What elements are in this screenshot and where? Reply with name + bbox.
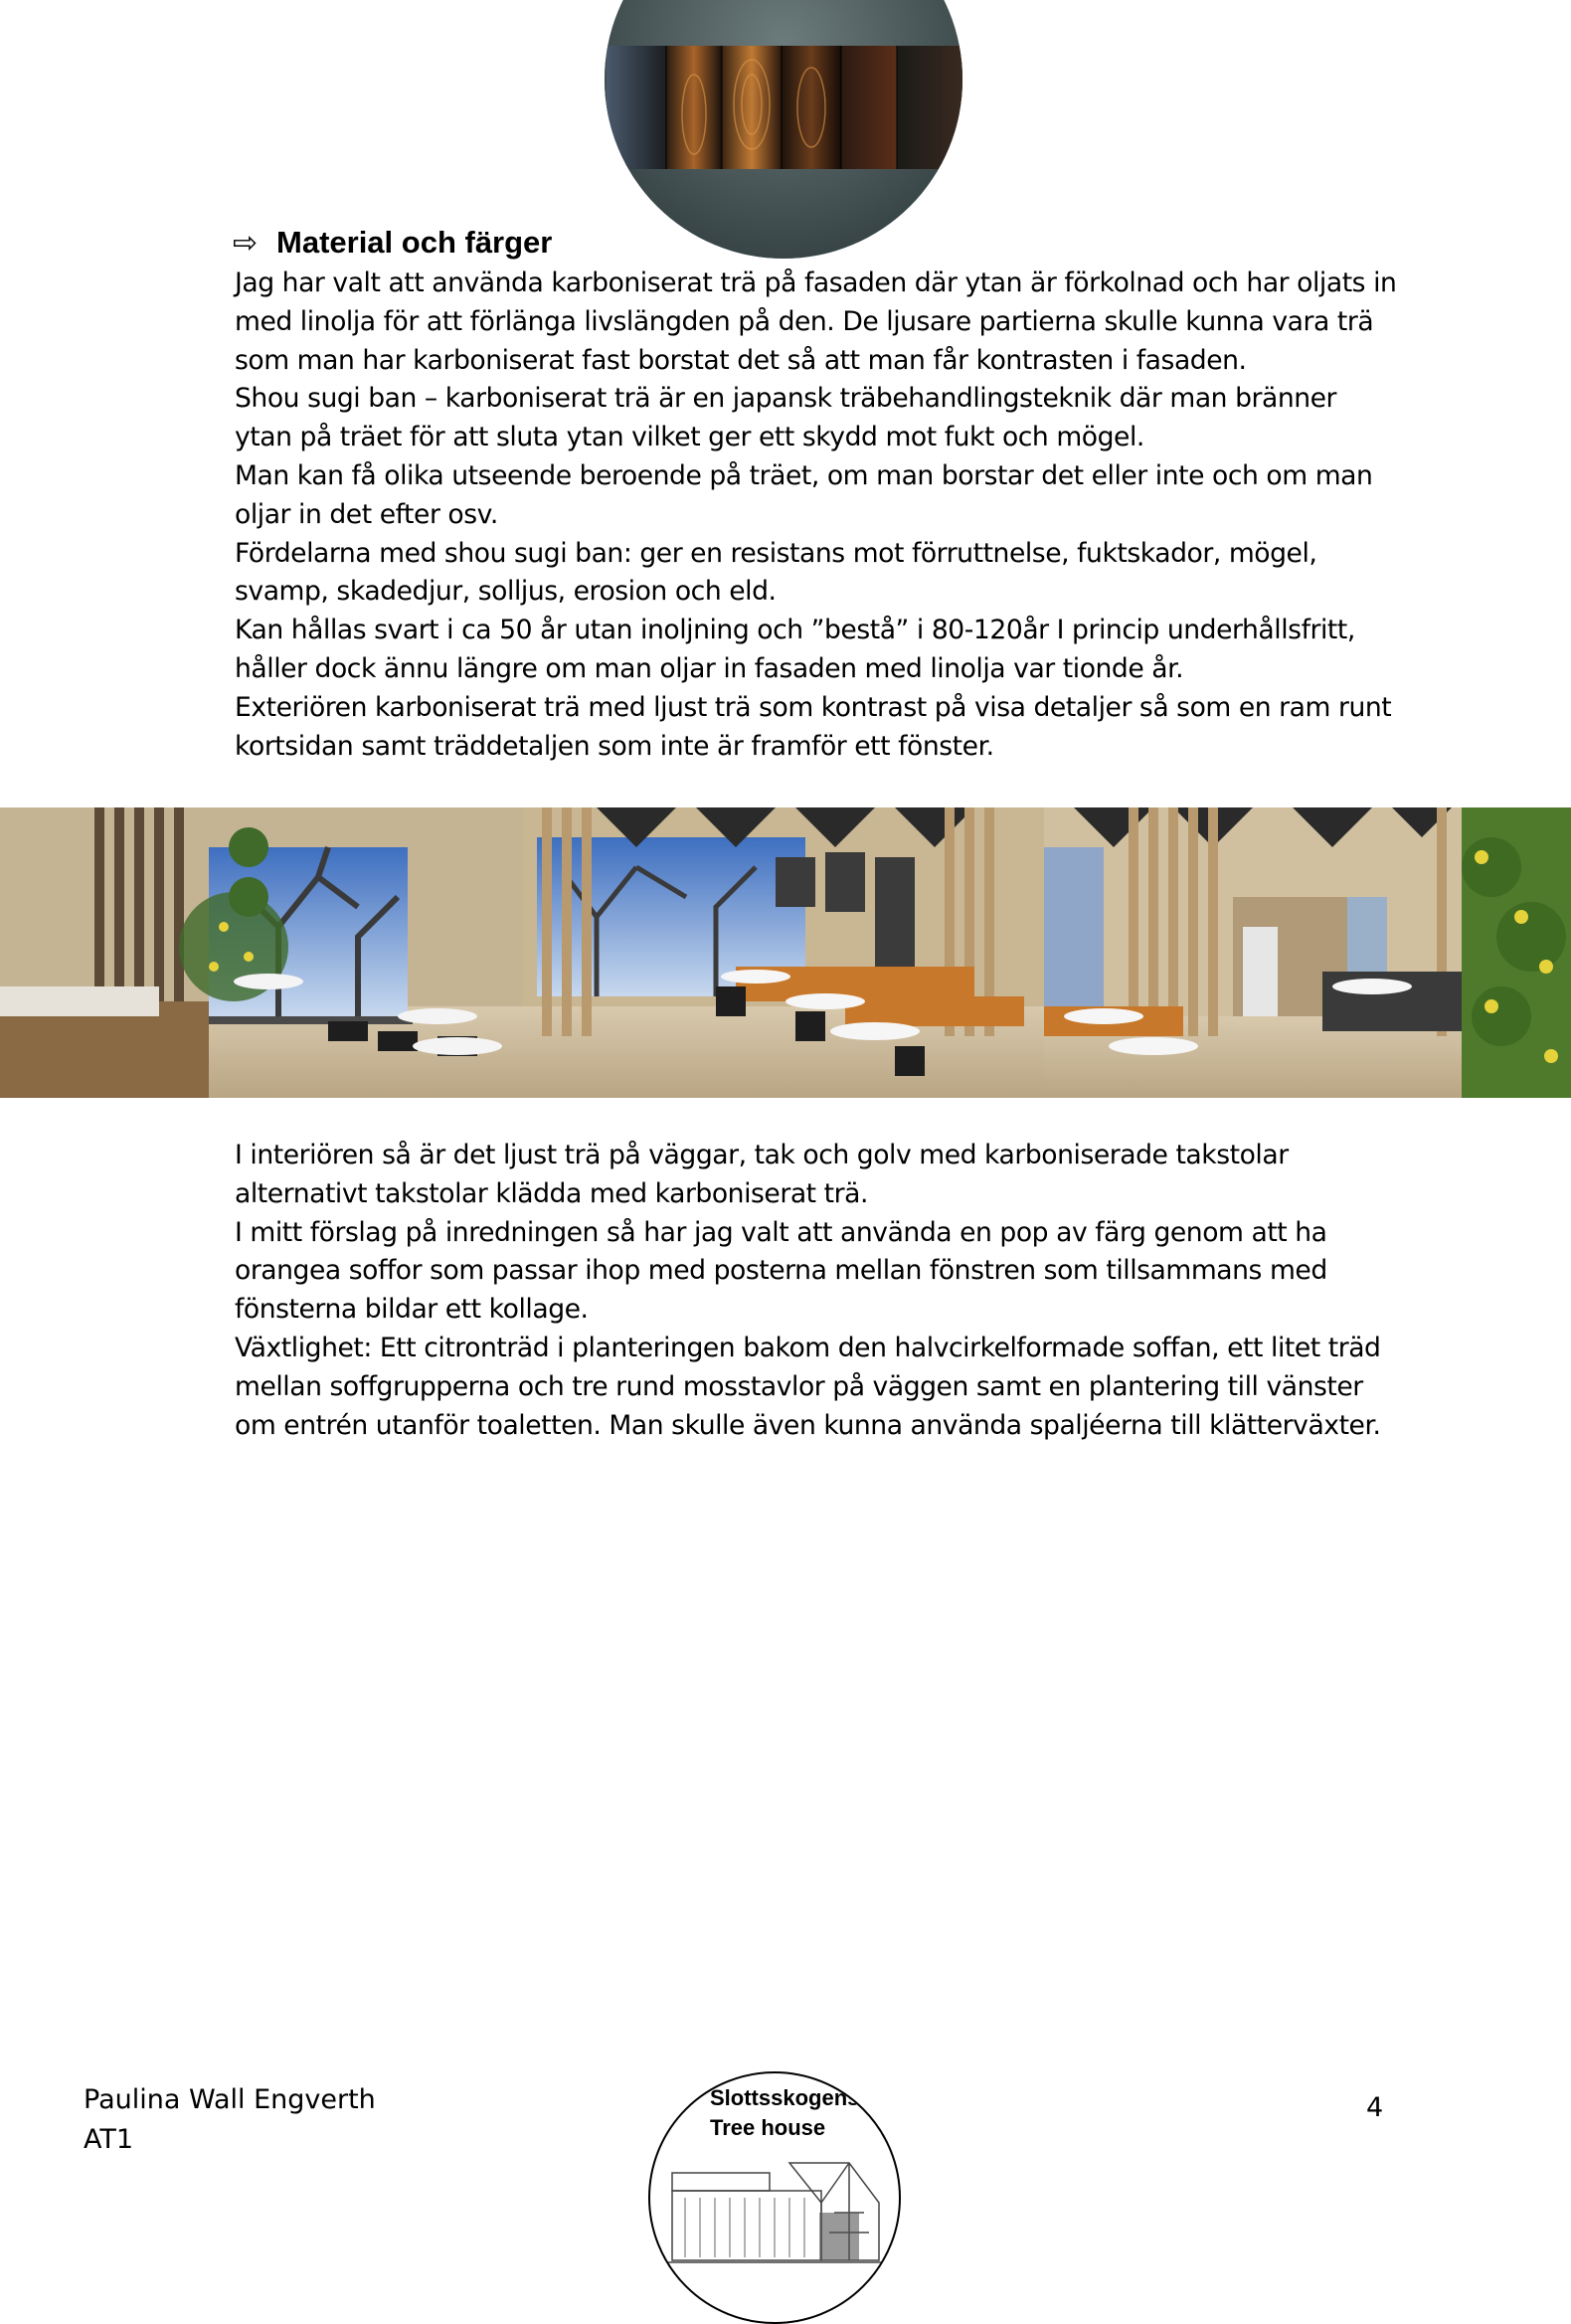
footer-author-block — [84, 2080, 376, 2160]
author-name: Paulina Wall Engverth — [84, 2084, 376, 2115]
page-number: 4 — [1366, 2092, 1384, 2123]
paragraph: Växtlighet: Ett citronträd i planteringen bakom den halvcirkelformade soffan, ett litet träd mellan soffgrupperna och tre rund mosstavlor på väggen samt en plantering till vänster om entrén utanför toaletten. Man skulle även kunna använda spaljéerna till klätterväxter. — [235, 1332, 1381, 1441]
paragraph: Man kan få olika utseende beroende på träet, om man borstar det eller inte och om man oljar in det efter osv. — [235, 459, 1373, 530]
paragraph: I mitt förslag på inredningen så har jag valt att använda en pop av färg genom att ha orangea soffor som passar ihop med posterna mellan fönstren som tillsammans med fönsterna bildar ett kollage. — [235, 1216, 1327, 1326]
section-heading: Material och färger — [276, 225, 553, 260]
paragraph: Jag har valt att använda karboniserat trä på fasaden där ytan är förkolnad och har oljats in med linolja för att förlänga livslängden på den. De ljusare partierna skulle kunna vara trä som man har karboniserat fast borstat det så att man får kontrasten i fasaden. — [235, 268, 1397, 376]
interior-text — [235, 1137, 1398, 1445]
paragraph: Shou sugi ban – karboniserat trä är en japansk träbehandlingsteknik där man bränner ytan på träet för att sluta ytan vilket ger ett skydd mot fukt och mögel. — [235, 383, 1337, 453]
paragraph: Fördelarna med shou sugi ban: ger en resistans mot förruttnelse, fuktskador, mögel, svamp, skadedjur, solljus, erosion och eld. — [235, 537, 1317, 608]
charred-wood-image — [605, 0, 962, 259]
interior-renderings-illustration — [0, 807, 1571, 1098]
paragraph: Kan hållas svart i ca 50 år utan inoljning och ”bestå” i 80-120år I princip underhållsfritt, håller dock ännu längre om man oljar in fasaden med linolja var tionde år. — [235, 615, 1355, 684]
exterior-text — [235, 265, 1398, 766]
logo-title-line1: Slottsskogens — [710, 2085, 860, 2110]
double-right-arrow-icon: ⇨ — [233, 225, 259, 261]
section-heading-row — [233, 223, 552, 263]
logo-title-line2: Tree house — [710, 2115, 826, 2140]
tree-house-building-icon — [650, 2073, 899, 2322]
charred-wood-samples-illustration — [605, 0, 962, 259]
class-label: AT1 — [84, 2124, 134, 2155]
paragraph: Exteriören karboniserat trä med ljust trä som kontrast på visa detaljer så som en ram runt kortsidan samt träddetaljen som inte är framför ett fönster. — [235, 691, 1392, 762]
paragraph: I interiören så är det ljust trä på väggar, tak och golv med karboniserade takstolar alternativt takstolar klädda med karboniserat trä. — [235, 1140, 1289, 1209]
tree-house-logo — [648, 2071, 901, 2324]
interior-renderings — [0, 807, 1571, 1098]
